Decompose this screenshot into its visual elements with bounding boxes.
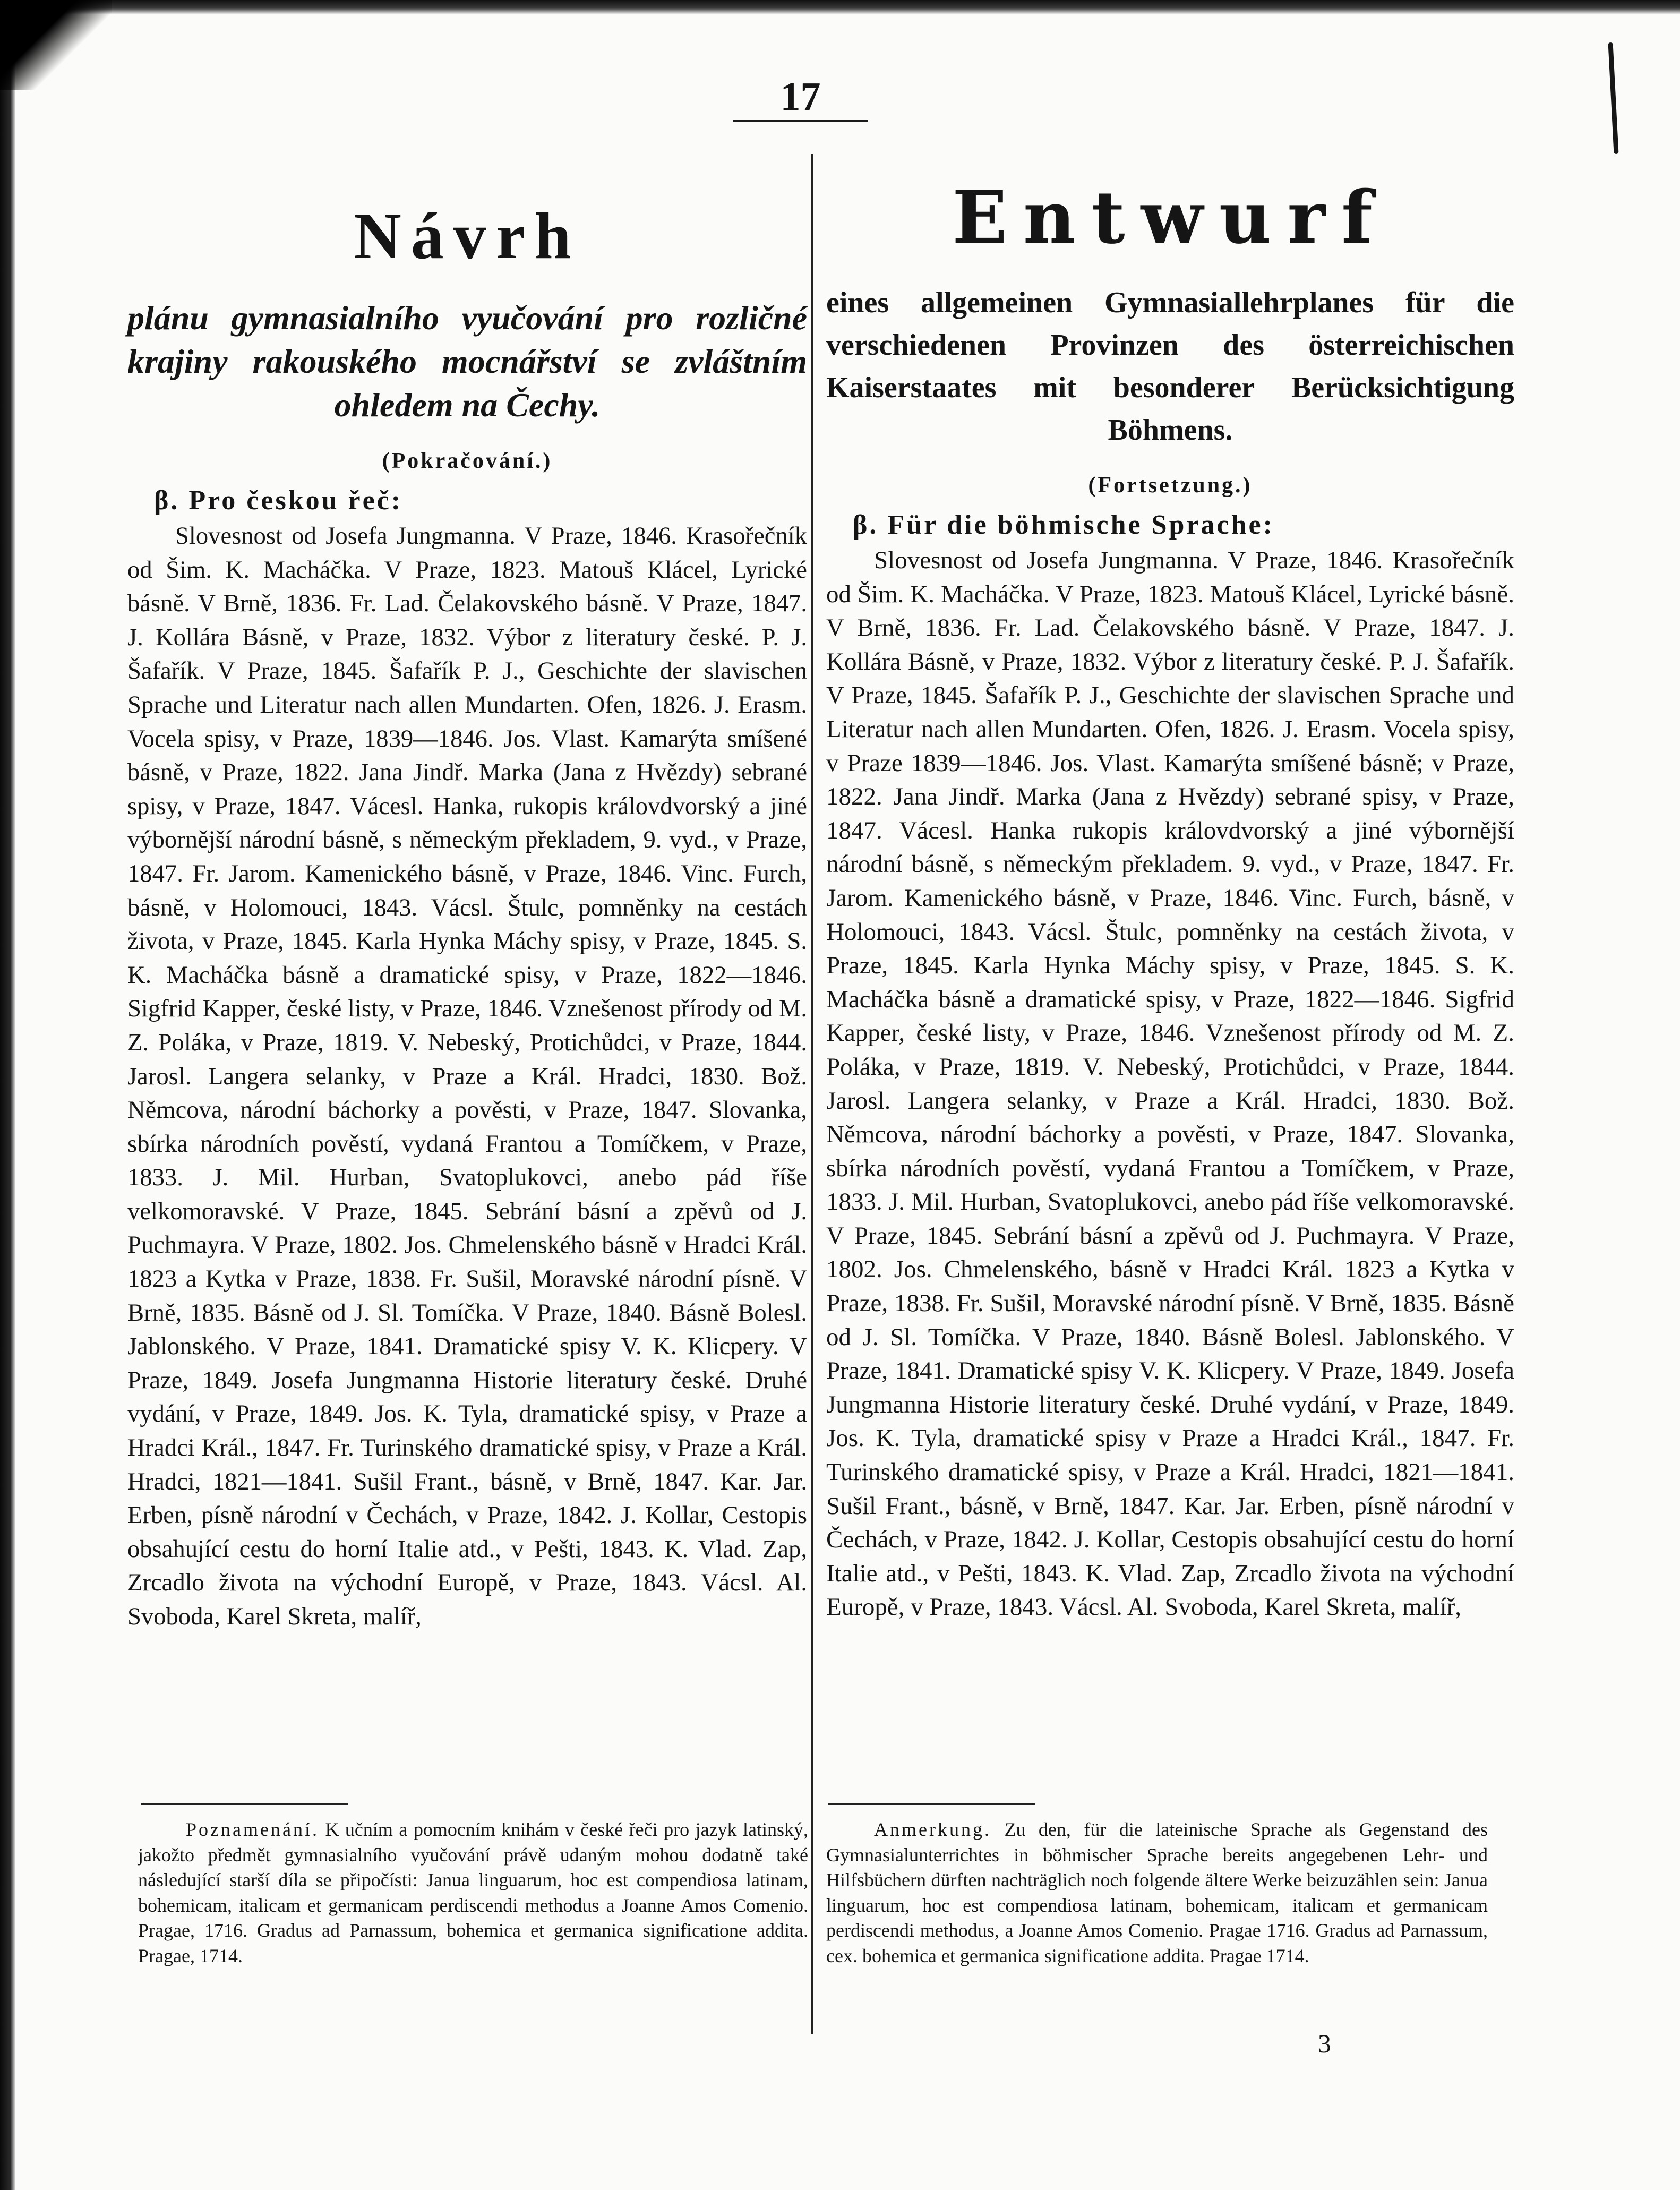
czech-section-heading: β. Pro českou řeč: bbox=[154, 485, 403, 516]
czech-footnote-rule bbox=[141, 1803, 348, 1805]
czech-title: Návrh bbox=[354, 200, 581, 272]
czech-subtitle: plánu gymnasialního vyučování pro rozličné krajiny rakouského mocnářství se zvláštním ohledem na Čechy. bbox=[127, 299, 807, 424]
page-number: 17 bbox=[780, 74, 821, 119]
sheet-signature-number: 3 bbox=[1318, 2029, 1331, 2058]
german-footnote bbox=[826, 1817, 1488, 1969]
scan-corner-shadow bbox=[0, 0, 112, 90]
scan-edge-top bbox=[0, 0, 1680, 14]
german-subtitle: eines allgemeinen Gymnasiallehrplanes für die verschiedenen Provinzen des österreichischen Kaiserstaates mit besonderer Berücksichtigung Böhmens. bbox=[826, 286, 1514, 447]
czech-footnote-label: Poznamenání. bbox=[186, 1819, 319, 1840]
column-divider bbox=[811, 154, 813, 2034]
german-column bbox=[826, 175, 1514, 1624]
german-body-text: Slovesnost od Josefa Jungmanna. V Praze, 1846. Krasořečník od Šim. K. Macháčka. V Praze, 1823. Matouš Klácel, Lyrické básně. V Brně, 1836. Fr. Lad. Čelakovského básně. V Praze, 1847. J. Kollára Básně, v Praze, 1832. Výbor z literatury české. P. J. Šafařík. V Praze, 1845. Šafařík P. J., Geschichte der slavischen Sprache und Literatur nach allen Mundarten. Ofen, 1826. J. Erasm. Vocela spisy, v Praze 1839—1846. Jos. Vlast. Kamarýta smíšené básně; v Praze, 1822. Jana Jindř. Marka (Jana z Hvězdy) sebrané spisy, v Praze, 1847. Vácesl. Hanka rukopis královdvorský a jiné výbornější národní básně, s německým překladem. 9. vyd., v Praze, 1847. Fr. Jarom. Kamenického básně, v Praze, 1846. Vinc. Furch, básně, v Holomouci, 1843. Vácsl. Štulc, pomněnky na cestách života, v Praze, 1845. Karla Hynka Máchy spisy, v Praze, 1845. S. K. Macháčka básně a dramatické spisy, v Praze, 1822—1846. Sigfrid Kapper, české listy, v Praze, 1846. Vznešenost přírody od M. Z. Poláka, v Praze, 1819. V. Nebeský, Protichůdci, v Praze, 1844. Jarosl. Langera selanky, v Praze a Král. Hradci, 1830. Bož. Němcova, národní báchorky a pověsti, v Praze, 1847. Slovanka, sbírka národních pověstí, vydaná Frantou a Tomíčkem, v Praze, 1833. J. Mil. Hurban, Svatoplukovci, anebo pád říše velkomoravské. V Praze, 1845. Sebrání básní a zpěvů od J. Puchmayra. V Praze, 1802. Jos. Chmelenského, básně v Hradci Král. 1823 a Kytka v Praze, 1838. Fr. Sušil, Moravské národní písně. V Brně, 1835. Básně od J. Sl. Tomíčka. V Praze, 1840. Básně Bolesl. Jablonského. V Praze, 1841. Dramatické spisy V. K. Klicpery. V Praze, 1849. Josefa Jungmanna Historie literatury české. Druhé vydání, v Praze, 1849. Jos. K. Tyla, dramatické spisy v Praze a Hradci Král., 1847. Fr. Turinského dramatické spisy, v Praze a Král. Hradci, 1821—1841. Sušil Frant., básně, v Brně, 1847. Kar. Jar. Erben, písně národní v Čechách, v Praze, 1842. J. Kollar, Cestopis obsahující cestu do horní Italie atd., v Pešti, 1843. K. Vlad. Zap, Zrcadlo života na východní Europě, v Praze, 1843. Vácsl. Al. Svoboda, Karel Skreta, malíř, bbox=[826, 546, 1514, 1621]
german-footnote-rule bbox=[828, 1803, 1035, 1805]
czech-column bbox=[127, 175, 807, 1634]
german-footnote-text: Zu den, für die lateinische Sprache als Gegenstand des Gymnasialunterrichtes in böhmischer Sprache bereits angegebenen Lehr- und Hilfsbüchern dürften nachträglich noch folgende ältere Werke beizuzählen sein: Janua linguarum, hoc est compendiosa latinam, bohemicam, italicam et germanicam perdiscendi methodus, a Joanne Amos Comenio. Pragae 1716. Gradus ad Parnassum, cex. bohemica et germanica significatione addita. Pragae 1714. bbox=[826, 1819, 1488, 1966]
german-continuation-note: (Fortsetzung.) bbox=[1088, 473, 1253, 498]
scan-edge-left bbox=[0, 0, 15, 2190]
german-section-heading: β. Für die böhmische Sprache: bbox=[853, 510, 1274, 540]
czech-footnote bbox=[138, 1817, 808, 1969]
czech-footnote-text: K učním a pomocním knihám v české řeči pro jazyk latinský, jakožto předmět gymnasialního vyučování právě udaným mohou dodatně také následující starší díla se připočísti: Janua linguarum, hoc est compendiosa latinam, bohemicam, italicam et germanicam perdiscendi methodus a Joanne Amos Comenio. Pragae, 1716. Gradus ad Parnassum, bohemica et germanica significatione addita. Pragae, 1714. bbox=[138, 1819, 808, 1966]
czech-body-text: Slovesnost od Josefa Jungmanna. V Praze, 1846. Krasořečník od Šim. K. Macháčka. V Praze, 1823. Matouš Klácel, Lyrické básně. V Brně, 1836. Fr. Lad. Čelakovského básně. V Praze, 1847. J. Kollára Básně, v Praze, 1832. Výbor z literatury české. P. J. Šafařík. V Praze, 1845. Šafařík P. J., Geschichte der slavischen Sprache und Literatur nach allen Mundarten. Ofen, 1826. J. Erasm. Vocela spisy, v Praze, 1839—1846. Jos. Vlast. Kamarýta smíšené básně, v Praze, 1822. Jana Jindř. Marka (Jana z Hvězdy) sebrané spisy, v Praze, 1847. Vácesl. Hanka, rukopis královdvorský a jiné výbornější národní básně, s německým překladem, 9. vyd., v Praze, 1847. Fr. Jarom. Kamenického básně, v Praze, 1846. Vinc. Furch, básně, v Holomouci, 1843. Vácsl. Štulc, pomněnky na cestách života, v Praze, 1845. Karla Hynka Máchy spisy, v Praze, 1845. S. K. Macháčka básně a dramatické spisy, v Praze, 1822—1846. Sigfrid Kapper, české listy, v Praze, 1846. Vznešenost přírody od M. Z. Poláka, v Praze, 1819. V. Nebeský, Protichůdci, v Praze, 1844. Jarosl. Langera selanky, v Praze a Král. Hradci, 1830. Bož. Němcova, národní báchorky a pověsti, v Praze, 1847. Slovanka, sbírka národních pověstí, vydaná Frantou a Tomíčkem, v Praze, 1833. J. Mil. Hurban, Svatoplukovci, anebo pád říše velkomoravské. V Praze, 1845. Sebrání básní a zpěvů od J. Puchmayra. V Praze, 1802. Jos. Chmelenského básně v Hradci Král. 1823 a Kytka v Praze, 1838. Fr. Sušil, Moravské národní písně. V Brně, 1835. Básně od J. Sl. Tomíčka. V Praze, 1840. Básně Bolesl. Jablonského. V Praze, 1841. Dramatické spisy V. K. Klicpery. V Praze, 1849. Josefa Jungmanna Historie literatury české. Druhé vydání, v Praze, 1849. Jos. K. Tyla, dramatické spisy, v Praze a Hradci Král., 1847. Fr. Turinského dramatické spisy, v Praze a Král. Hradci, 1821—1841. Sušil Frant., básně, v Brně, 1847. Kar. Jar. Erben, písně národní v Čechách, v Praze, 1842. J. Kollar, Cestopis obsahující cestu do horní Italie atd., v Pešti, 1843. K. Vlad. Zap, Zrcadlo života na východní Europě, v Praze, 1843. Vácsl. Al. Svoboda, Karel Skreta, malíř, bbox=[127, 522, 807, 1630]
czech-continuation-note: (Pokračování.) bbox=[382, 449, 553, 473]
page-edge-mark bbox=[1608, 42, 1619, 154]
german-title: Entwurf bbox=[952, 175, 1388, 260]
page-number-rule bbox=[733, 120, 868, 122]
german-footnote-label: Anmerkung. bbox=[874, 1819, 991, 1840]
